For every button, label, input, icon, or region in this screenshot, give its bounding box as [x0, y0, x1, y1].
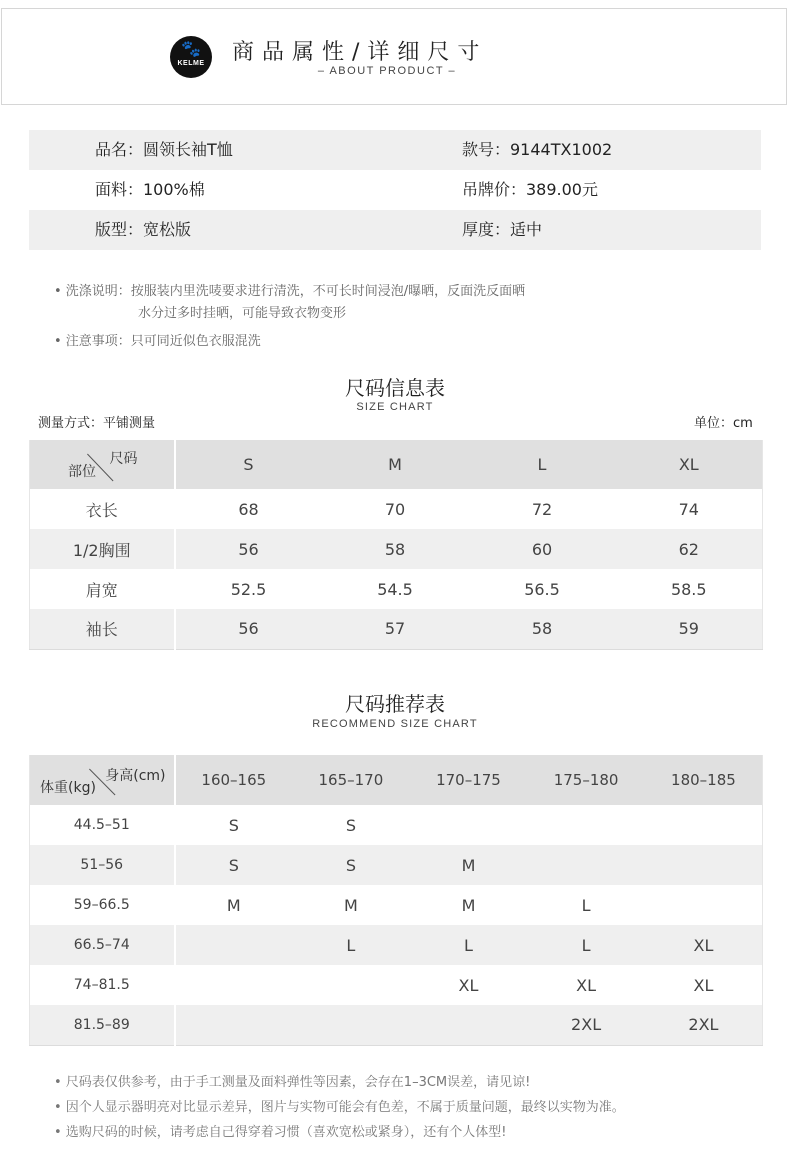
recommended-size: [645, 845, 763, 885]
paw-icon: 🐾: [181, 39, 201, 58]
recommended-size: [175, 1005, 293, 1045]
table-row: [30, 1005, 763, 1045]
recommended-size: [292, 1005, 410, 1045]
recommended-size: L: [410, 925, 528, 965]
table-row: [30, 529, 763, 569]
table-row: [30, 805, 763, 845]
wash-instruction: • 洗涤说明：按服装内里洗唛要求进行清洗，不可长时间浸泡/曝晒，反面洗反面晒: [54, 284, 526, 299]
part-label: 袖长: [30, 609, 175, 649]
measure-value: 62: [616, 529, 763, 569]
table-row: [30, 845, 763, 885]
measure-value: 72: [531, 499, 553, 519]
recommended-size: [645, 885, 763, 925]
care-notes: [54, 281, 525, 353]
recommend-table: [29, 755, 763, 1046]
recommend-corner-cell: [30, 755, 175, 805]
table-row: [30, 965, 763, 1005]
recommended-size: M: [410, 845, 528, 885]
measure-value: 70: [384, 499, 406, 519]
size-header: M: [322, 440, 469, 489]
table-row: [30, 609, 763, 649]
measure-value: 68: [238, 499, 259, 519]
corner-part-label: 部位: [68, 464, 96, 480]
page-title: 商品属性/详细尺寸: [232, 40, 488, 65]
recommended-size: 2XL: [645, 1005, 763, 1045]
measure-method: 测量方式：平铺测量: [38, 416, 156, 431]
recommended-size: [410, 1005, 528, 1045]
height-header-row: [30, 755, 763, 805]
recommended-size: XL: [458, 975, 479, 995]
part-label: 肩宽: [30, 569, 175, 609]
attribute-price: 吊牌价：389.00元: [462, 180, 598, 199]
recommended-size: XL: [645, 925, 763, 965]
measure-unit: 单位：cm: [694, 416, 753, 431]
part-label: 衣长: [30, 489, 175, 529]
recommended-size: L: [292, 925, 410, 965]
recommended-size: S: [345, 815, 356, 835]
recommended-size: S: [292, 845, 410, 885]
recommend-title: 尺码推荐表: [345, 692, 445, 716]
part-label: 1/2胸围: [30, 529, 175, 569]
disclaimer-notes: [54, 1070, 625, 1145]
wash-instruction-cont: 水分过多时挂晒，可能导致衣物变形: [138, 306, 347, 321]
table-row: [30, 885, 763, 925]
size-corner-cell: [30, 440, 175, 489]
weight-label: 59–66.5: [30, 885, 175, 925]
recommended-size: [527, 805, 645, 845]
corner-height-label: 身高(cm): [105, 768, 166, 784]
diagonal-divider: [30, 440, 174, 489]
measure-value: 74: [678, 499, 699, 519]
recommended-size: 2XL: [527, 1005, 645, 1045]
brand-text: KELME: [177, 60, 205, 67]
recommended-size: L: [581, 895, 591, 915]
size-header: XL: [616, 440, 763, 489]
recommended-size: [175, 965, 293, 1005]
recommended-size: [527, 845, 645, 885]
attribute-style-number: 款号：9144TX1002: [462, 140, 613, 159]
corner-weight-label: 体重(kg): [40, 780, 96, 796]
recommended-size: [292, 965, 410, 1005]
recommended-size: M: [343, 895, 358, 915]
measure-value: 56.5: [524, 579, 560, 599]
measure-value: 56: [175, 609, 322, 649]
measure-value: 58: [469, 609, 616, 649]
weight-label: 74–81.5: [30, 965, 175, 1005]
size-header: L: [469, 440, 616, 489]
attribute-row: [29, 170, 761, 210]
recommended-size: [175, 925, 293, 965]
product-attributes: [29, 130, 761, 250]
attribute-row: [29, 130, 761, 170]
disclaimer-item: • 尺码表仅供参考，由于手工测量及面料弹性等因素，会存在1–3CM误差，请见谅!: [54, 1075, 531, 1090]
height-header: 170–175: [410, 755, 528, 805]
recommended-size: S: [228, 815, 239, 835]
table-row: [30, 569, 763, 609]
recommended-size: M: [226, 895, 241, 915]
measure-value: 52.5: [230, 579, 267, 599]
measure-value: 60: [469, 529, 616, 569]
size-header: S: [175, 440, 322, 489]
page-subtitle: – ABOUT PRODUCT –: [317, 65, 457, 77]
height-header: 165–170: [292, 755, 410, 805]
measure-value: 57: [322, 609, 469, 649]
measure-value: 56: [175, 529, 322, 569]
height-header: 175–180: [527, 755, 645, 805]
recommended-size: S: [175, 845, 293, 885]
measure-value: 58: [322, 529, 469, 569]
recommended-size: M: [461, 895, 476, 915]
height-header: 180–185: [645, 755, 763, 805]
size-chart-subtitle: SIZE CHART: [356, 401, 434, 413]
attribute-thickness: 厚度：适中: [462, 220, 543, 239]
recommended-size: [645, 805, 763, 845]
table-row: [30, 925, 763, 965]
corner-size-label: 尺码: [109, 451, 138, 467]
disclaimer-item: • 选购尺码的时候，请考虑自己得穿着习惯（喜欢宽松或紧身），还有个人体型!: [54, 1125, 507, 1140]
weight-label: 51–56: [30, 845, 175, 885]
recommended-size: XL: [693, 975, 714, 995]
recommend-subtitle: RECOMMEND SIZE CHART: [312, 718, 478, 730]
attribute-fit: 版型：宽松版: [95, 220, 192, 239]
attribute-name: 品名：圆领长袖T恤: [95, 140, 233, 159]
recommended-size: [410, 805, 528, 845]
attribute-fabric: 面料：100%棉: [95, 180, 205, 199]
attribute-row: [29, 210, 761, 250]
brand-logo: [170, 36, 212, 78]
weight-label: 66.5–74: [30, 925, 175, 965]
recommended-size: L: [527, 925, 645, 965]
measure-value: 59: [616, 609, 763, 649]
size-chart-title: 尺码信息表: [345, 376, 445, 400]
recommended-size: XL: [576, 975, 597, 995]
height-header: 160–165: [175, 755, 293, 805]
size-header-row: [30, 440, 763, 489]
size-chart-table: [29, 440, 763, 650]
weight-label: 81.5–89: [30, 1005, 175, 1045]
measure-value: 54.5: [377, 579, 413, 599]
weight-label: 44.5–51: [30, 805, 175, 845]
measure-value: 58.5: [670, 579, 707, 599]
care-notice: • 注意事项：只可同近似色衣服混洗: [54, 334, 261, 349]
table-row: [30, 489, 763, 529]
disclaimer-item: • 因个人显示器明亮对比显示差异，图片与实物可能会有色差，不属于质量问题，最终以实物为准。: [54, 1100, 625, 1115]
